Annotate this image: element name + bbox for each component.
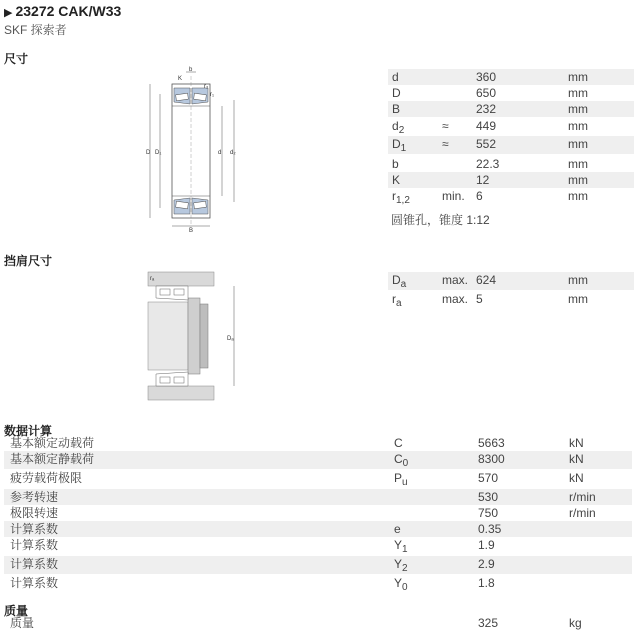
section-dimensions-heading: 尺寸 [4, 52, 29, 66]
calc-label: 计算系数 [10, 538, 59, 552]
mass-row [4, 615, 632, 631]
calc-label: 计算系数 [10, 576, 59, 590]
diagram-label-d2: d₂ [230, 150, 236, 156]
calc-label: 基本额定动载荷 [10, 436, 95, 450]
calc-symbol: $Y_0$ [394, 576, 408, 593]
calc-value: 570 [478, 471, 499, 485]
dimension-symbol: $D_1$ [392, 137, 407, 154]
calc-label: 极限转速 [10, 506, 59, 520]
bearing-dimension-diagram [140, 66, 250, 236]
dimension-symbol: K [392, 173, 401, 187]
calc-label: 疲劳载荷极限 [10, 471, 83, 485]
dimension-value: 552 [476, 137, 497, 151]
calc-label: 基本额定静载荷 [10, 452, 95, 466]
calc-label: 计算系数 [10, 522, 59, 536]
calc-row [4, 575, 632, 593]
dimension-symbol: D [392, 86, 401, 100]
taper-bore-note: 圆锥孔，锥度 1:12 [391, 213, 490, 227]
product-designation: 23272 CAK/W33 [15, 3, 122, 19]
calc-value: 1.9 [478, 538, 495, 552]
calc-value: 8300 [478, 452, 505, 466]
diagram-label-r1: r₁ [210, 92, 215, 98]
dimension-approx: ≈ [442, 119, 449, 133]
abutment-row [388, 291, 634, 309]
calc-row [4, 505, 632, 521]
diagram-label-ra: rₐ [150, 276, 155, 282]
dimension-symbol: $d_2$ [392, 119, 405, 136]
dimension-row [388, 136, 634, 154]
dimension-row [388, 85, 634, 101]
dimension-unit: mm [568, 173, 588, 187]
abutment-value: 624 [476, 273, 497, 287]
section-calculation-heading: 数据计算 [4, 424, 53, 438]
calc-label: 参考转速 [10, 490, 59, 504]
product-title [4, 3, 121, 19]
abutment-symbol: $r_a$ [392, 292, 402, 309]
calc-unit: r/min [569, 490, 596, 504]
dimension-value: 360 [476, 70, 497, 84]
calc-unit: r/min [569, 506, 596, 520]
diagram-label-D: D [146, 150, 151, 156]
calc-row [4, 470, 632, 488]
calc-symbol: e [394, 522, 401, 536]
calc-label: 计算系数 [10, 557, 59, 571]
dimension-approx: min. [442, 189, 465, 203]
calc-unit: kN [569, 436, 584, 450]
calc-value: 530 [478, 490, 499, 504]
diagram-label-B: B [189, 228, 194, 234]
dimension-value: 449 [476, 119, 497, 133]
dimension-unit: mm [568, 119, 588, 133]
product-subtitle: SKF 探索者 [4, 23, 67, 37]
diagram-label-D1: D₁ [155, 150, 162, 156]
dimension-symbol: B [392, 102, 401, 116]
dimension-row [388, 156, 634, 172]
section-mass-heading: 质量 [4, 604, 29, 618]
calc-row [4, 521, 632, 537]
calc-row [4, 489, 632, 505]
abutment-diagram [144, 268, 244, 404]
dimension-unit: mm [568, 102, 588, 116]
abutment-qualifier: max. [442, 292, 469, 306]
mass-value: 325 [478, 616, 499, 630]
calc-unit: kN [569, 452, 584, 466]
dimension-value: 232 [476, 102, 497, 116]
calc-row [4, 435, 632, 451]
dimension-row [388, 69, 634, 85]
dimension-row [388, 172, 634, 188]
dimension-value: 22.3 [476, 157, 500, 171]
section-abutment-heading: 挡肩尺寸 [4, 254, 53, 268]
calc-symbol: $Y_2$ [394, 557, 408, 574]
calc-value: 0.35 [478, 522, 502, 536]
calc-symbol: $C_0$ [394, 452, 409, 469]
abutment-qualifier: max. [442, 273, 469, 287]
abutment-unit: mm [568, 273, 588, 287]
dimension-symbol: d [392, 70, 399, 84]
calc-value: 2.9 [478, 557, 495, 571]
calc-row [4, 451, 632, 469]
calc-symbol: C [394, 436, 403, 450]
dimension-row [388, 101, 634, 117]
dimension-value: 650 [476, 86, 497, 100]
calc-unit: kN [569, 471, 584, 485]
diagram-label-K: K [178, 76, 183, 82]
abutment-value: 5 [476, 292, 483, 306]
dimension-value: 6 [476, 189, 483, 203]
dimension-row [388, 188, 634, 206]
diagram-label-Da: Dₐ [227, 336, 234, 342]
title-arrow-icon: ▶ [4, 7, 13, 19]
calc-row [4, 537, 632, 555]
diagram-label-b: b [189, 67, 193, 73]
calc-value: 750 [478, 506, 499, 520]
calc-symbol: $Y_1$ [394, 538, 408, 555]
dimension-unit: mm [568, 137, 588, 151]
abutment-symbol: $D_a$ [392, 273, 407, 290]
diagram-label-r2: r₂ [204, 84, 209, 90]
dimension-value: 12 [476, 173, 490, 187]
dimension-unit: mm [568, 86, 588, 100]
calc-value: 5663 [478, 436, 505, 450]
calc-row [4, 556, 632, 574]
mass-label: 质量 [10, 616, 35, 630]
abutment-row [388, 272, 634, 290]
dimension-unit: mm [568, 70, 588, 84]
mass-unit: kg [569, 616, 582, 630]
dimension-unit: mm [568, 189, 588, 203]
calc-value: 1.8 [478, 576, 495, 590]
calc-symbol: $P_u$ [394, 471, 408, 488]
abutment-unit: mm [568, 292, 588, 306]
dimension-symbol: $r_{1,2}$ [392, 189, 410, 206]
dimension-row [388, 118, 634, 136]
dimension-unit: mm [568, 157, 588, 171]
diagram-label-d: d [218, 150, 222, 156]
dimension-symbol: b [392, 157, 399, 171]
dimension-approx: ≈ [442, 137, 449, 151]
